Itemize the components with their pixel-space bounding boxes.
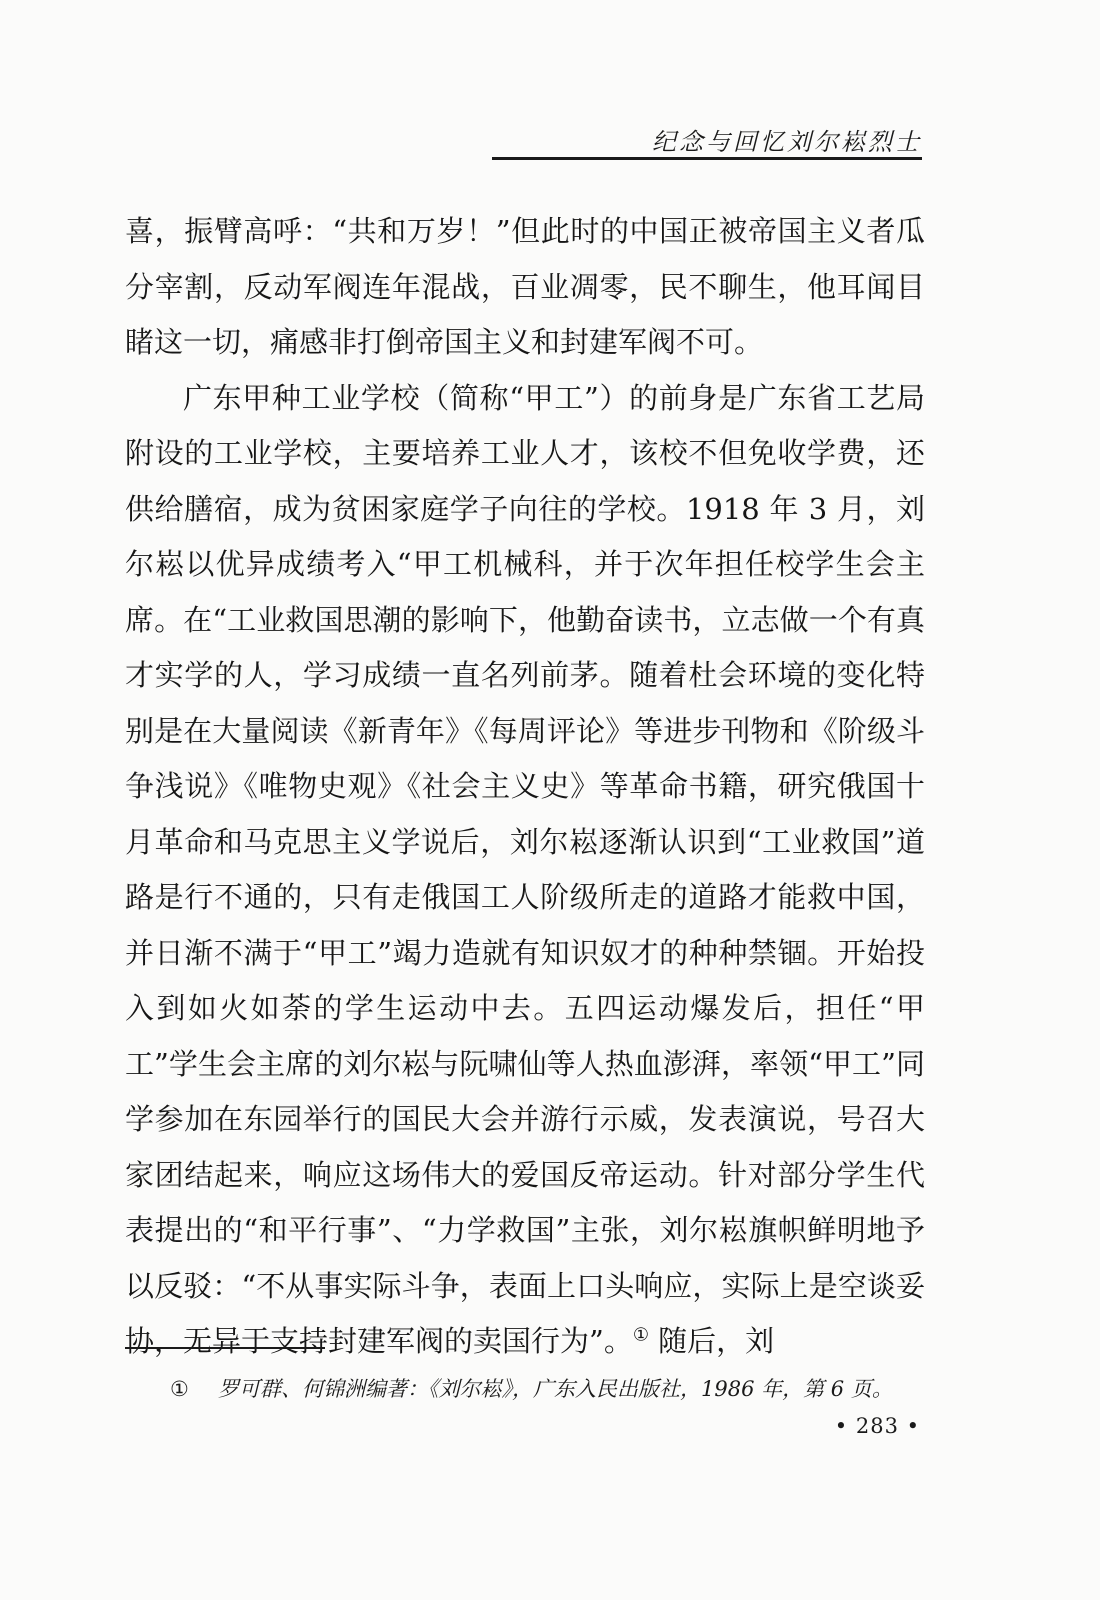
footnote-text: 罗可群、何锦洲编著：《刘尔崧》，广东入民出版社，1986 年，第 6 页。 bbox=[218, 1377, 893, 1401]
body-text bbox=[125, 204, 925, 1370]
footnote-number: ① bbox=[170, 1377, 189, 1401]
footnote bbox=[170, 1372, 930, 1406]
header-rule bbox=[492, 157, 922, 160]
paragraph-2-tail: 随后，刘 bbox=[648, 1324, 775, 1358]
running-header: 纪念与回忆刘尔崧烈士 bbox=[652, 128, 922, 156]
footnote-rule bbox=[125, 1347, 325, 1349]
footnote-reference: ① bbox=[632, 1324, 649, 1346]
paragraph-2 bbox=[125, 371, 925, 1370]
paragraph-2-main: 广东甲种工业学校（简称“甲工”）的前身是广东省工艺局附设的工业学校，主要培养工业人才，该校不但免收学费，还供给膳宿，成为贫困家庭学子向往的学校。1918 年 3 月，刘尔崧以优异成绩考入“甲工机械科，并于次年担任校学生会主席。在“工业救国思潮的影响下，他勤奋读书，立志做一个有真才实学的人，学习成绩一直名列前茅。随着杜会环境的变化特别是在大量阅读《新青年》《每周评论》等进步刊物和《阶级斗争浅说》《唯物史观》《社会主义史》等革命书籍，研究俄国十月革命和马克思主义学说后，刘尔崧逐渐认识到“工业救国”道路是行不通的，只有走俄国工人阶级所走的道路才能救中国，并日渐不满于“甲工”竭力造就有知识奴才的种种禁锢。开始投入到如火如荼的学生运动中去。五四运动爆发后，担任“甲工”学生会主席的刘尔崧与阮啸仙等人热血澎湃，率领“甲工”同学参加在东园举行的国民大会并游行示威，发表演说，号召大家团结起来，响应这场伟大的爱国反帝运动。针对部分学生代表提出的“和平行事”、“力学救国”主张，刘尔崧旗帜鲜明地予以反驳：“不从事实际斗争，表面上口头响应，实际上是空谈妥协，无异于支持封建军阀的卖国行为”。 bbox=[125, 380, 925, 1358]
paragraph-1: 喜，振臂高呼：“共和万岁！”但此时的中国正被帝国主义者瓜分宰割，反动军阀连年混战，百业凋零，民不聊生，他耳闻目睹这一切，痛感非打倒帝国主义和封建军阀不可。 bbox=[125, 214, 925, 359]
page-number: • 283 • bbox=[834, 1414, 920, 1438]
